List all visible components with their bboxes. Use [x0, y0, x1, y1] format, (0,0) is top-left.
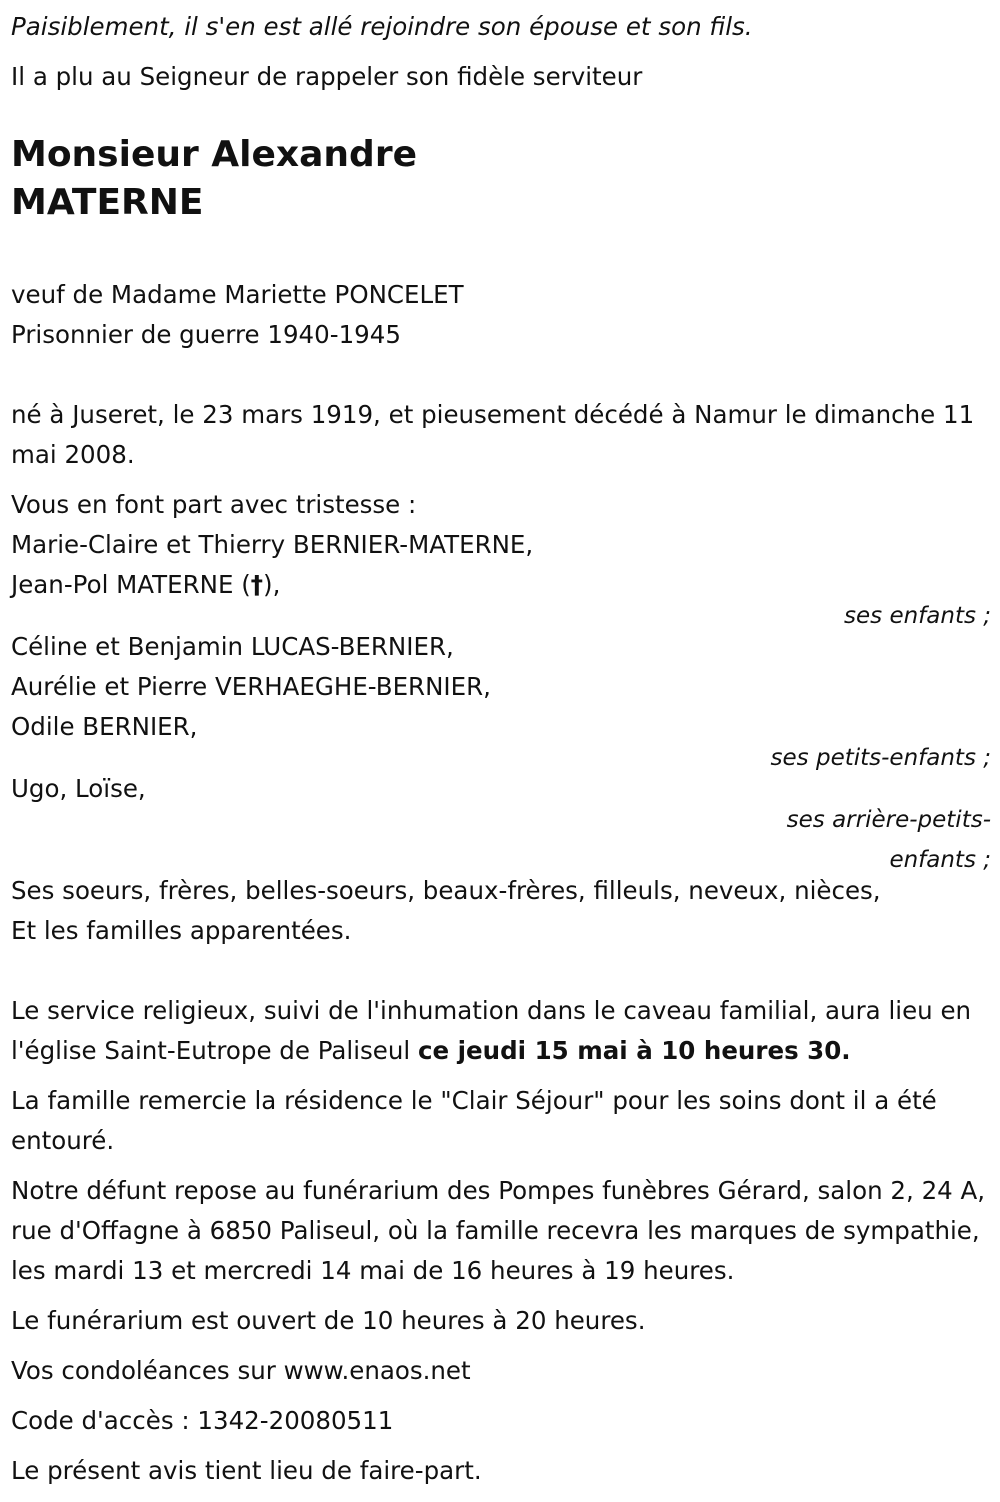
thanks-paragraph: La famille remercie la résidence le "Clair Séjour" pour les soins dont il a été entouré.: [11, 1086, 937, 1155]
access-code-line: Code d'accès : 1342-20080511: [11, 1406, 394, 1435]
relatives-line-2: Et les familles apparentées.: [11, 916, 352, 945]
service-paragraph: [11, 991, 991, 1071]
details-block: [11, 275, 991, 355]
deceased-name: [11, 131, 991, 227]
service-date: ce jeudi 15 mai à 10 heures 30.: [417, 1036, 851, 1065]
children-role: ses enfants ;: [844, 603, 991, 629]
deceased-name-line1: Monsieur Alexandre: [11, 134, 417, 175]
grandchildren-role: ses petits-enfants ;: [770, 745, 991, 771]
family-announcement: [11, 485, 991, 951]
great-grandchildren-role: [11, 800, 991, 880]
cross-icon: †: [250, 570, 264, 599]
widower-line: veuf de Madame Mariette PONCELET: [11, 280, 464, 309]
great-grandchildren-role-line1: ses arrière-petits-: [786, 807, 991, 833]
birth-death-paragraph: né à Juseret, le 23 mars 1919, et pieusement décédé à Namur le dimanche 11 mai 2008.: [11, 400, 975, 469]
intro-line: Paisiblement, il s'en est allé rejoindre son épouse et son fils.: [11, 12, 753, 41]
relatives-line: Ses soeurs, frères, belles-soeurs, beaux-frères, filleuls, neveux, nièces,: [11, 876, 881, 905]
notice-line: Le présent avis tient lieu de faire-part.: [11, 1456, 482, 1485]
great-grandchildren-role-line2: enfants ;: [889, 847, 991, 873]
child-entry-suffix: ),: [263, 570, 281, 599]
funeral-home-paragraph: Notre défunt repose au funérarium des Pompes funèbres Gérard, salon 2, 24 A, rue d'Offagne à 6850 Paliseul, où la famille recevra les marques de sympathie, les mardi 13 et mercredi 14 mai de 16 heures à 19 heures.: [11, 1176, 986, 1285]
child-entry-name: Jean-Pol MATERNE (: [11, 570, 251, 599]
condolences-line: Vos condoléances sur www.enaos.net: [11, 1356, 471, 1385]
great-grandchildren-entry: Ugo, Loïse,: [11, 774, 146, 803]
funeral-home-hours: Le funérarium est ouvert de 10 heures à 20 heures.: [11, 1306, 646, 1335]
intro-line-2: Il a plu au Seigneur de rappeler son fidèle serviteur: [11, 62, 643, 91]
service-text: Le service religieux, suivi de l'inhumation dans le caveau familial, aura lieu en l'église Saint-Eutrope de Paliseul: [11, 996, 972, 1065]
deceased-name-line2: MATERNE: [11, 182, 204, 223]
announcement-intro: Vous en font part avec tristesse :: [11, 490, 417, 519]
obituary-notice: [11, 7, 991, 1491]
prisoner-line: Prisonnier de guerre 1940-1945: [11, 320, 401, 349]
grandchild-entry: Céline et Benjamin LUCAS-BERNIER,: [11, 632, 454, 661]
grandchild-entry: Aurélie et Pierre VERHAEGHE-BERNIER,: [11, 672, 491, 701]
child-entry: Marie-Claire et Thierry BERNIER-MATERNE,: [11, 530, 534, 559]
grandchild-entry: Odile BERNIER,: [11, 712, 198, 741]
